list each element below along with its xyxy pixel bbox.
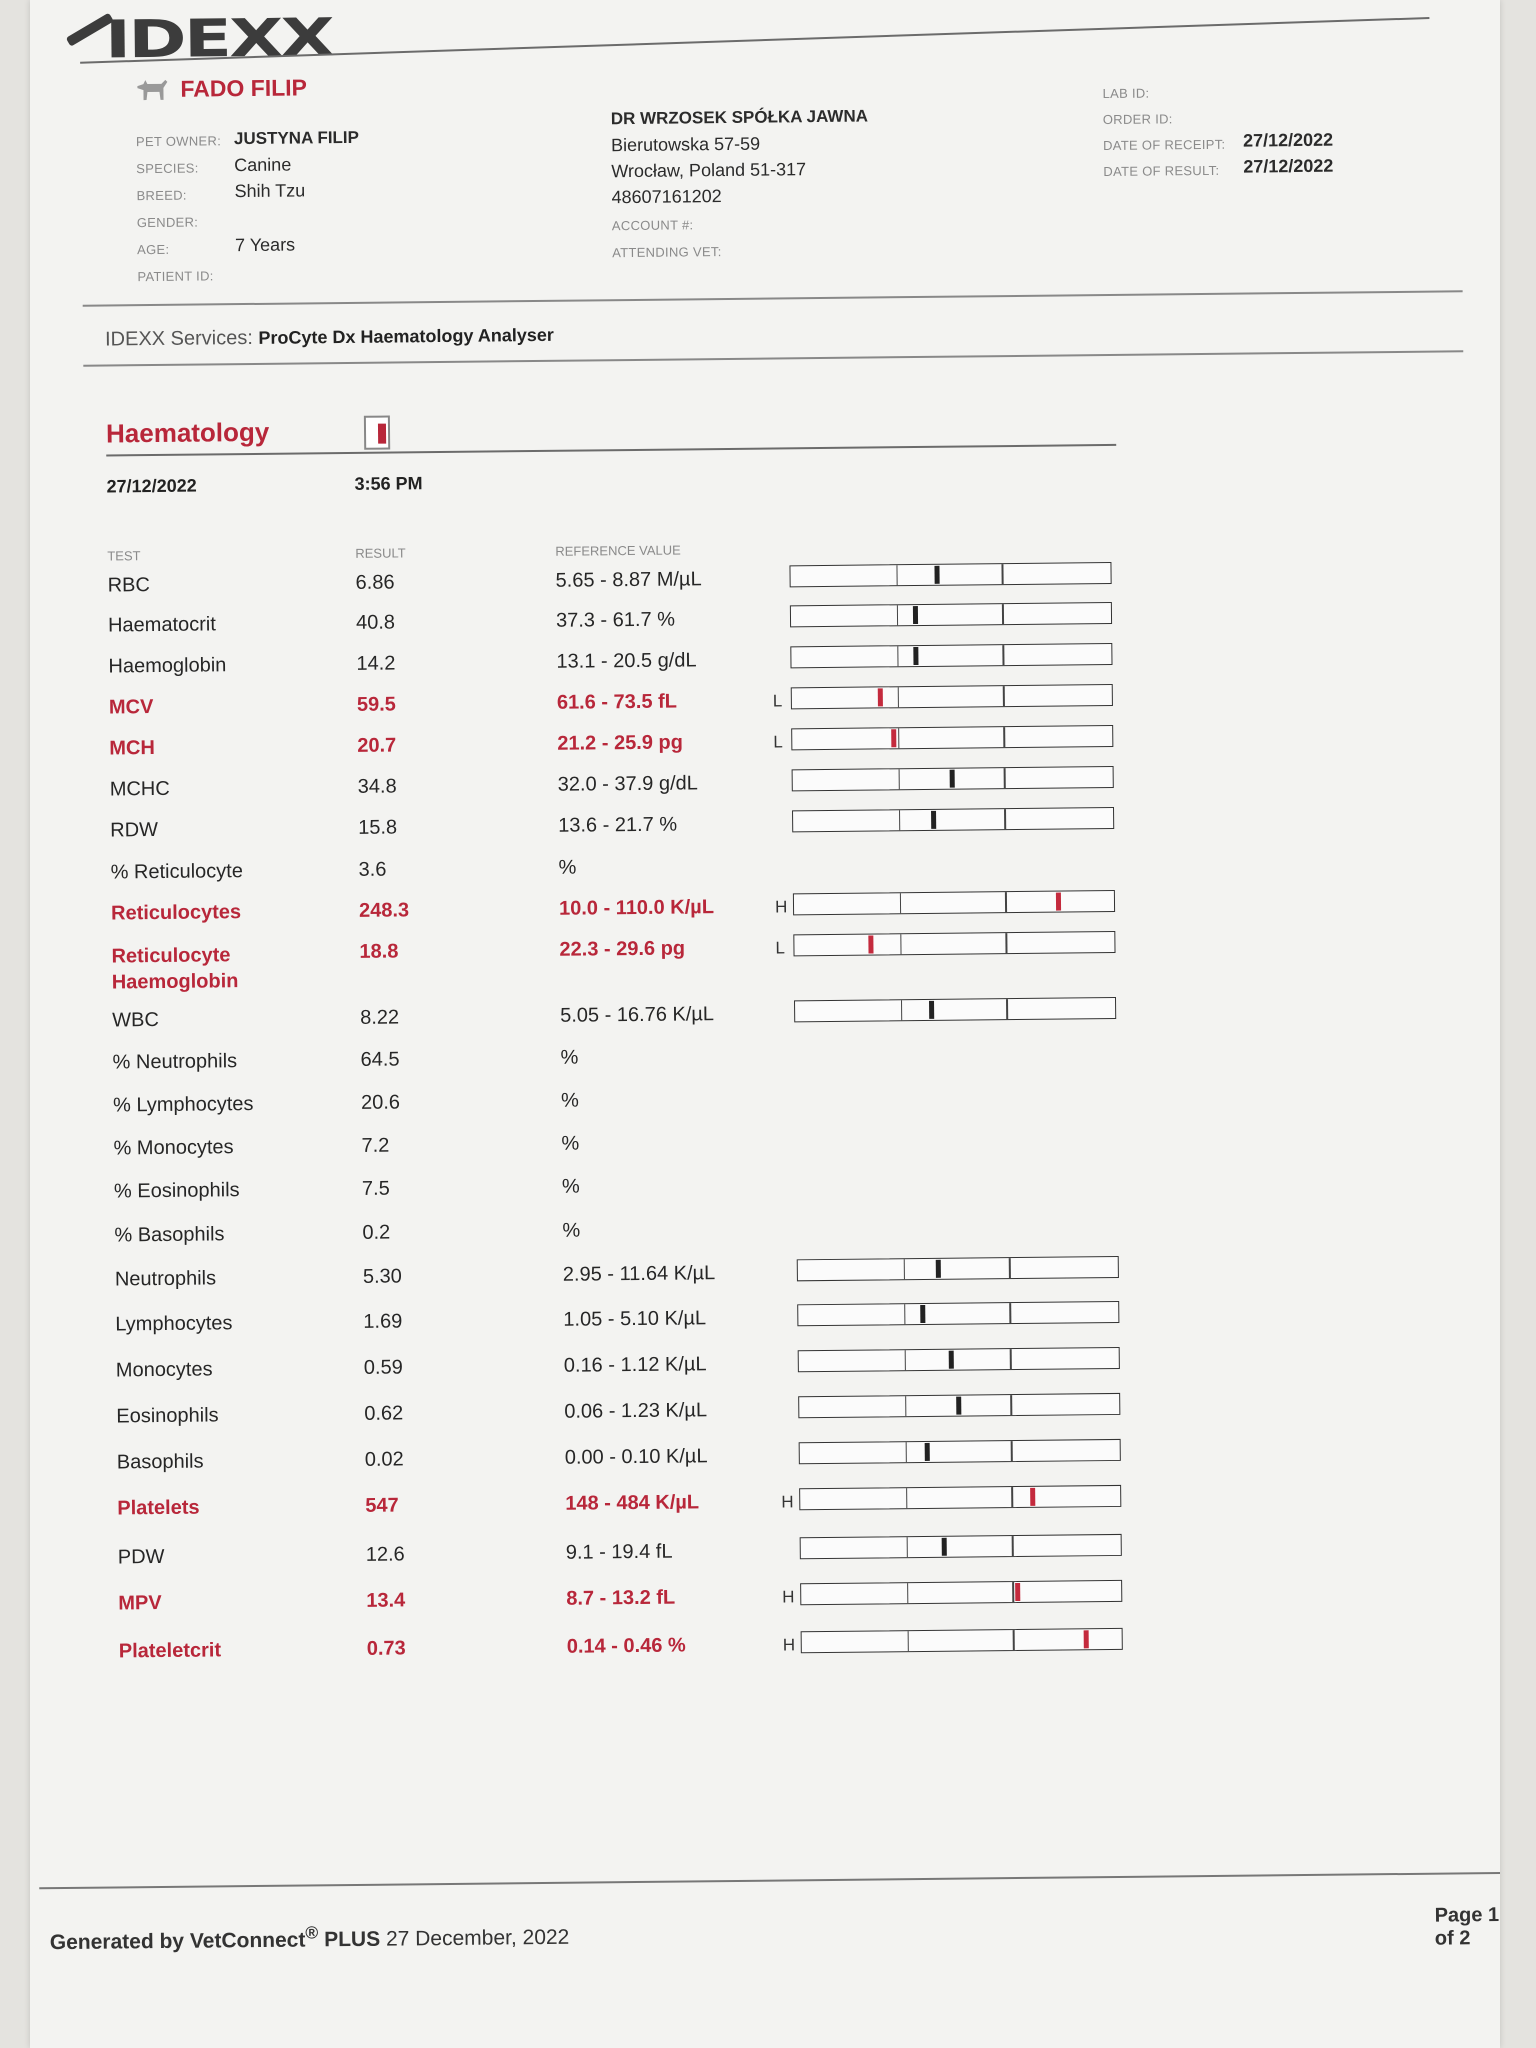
- range-divider-high: [1004, 809, 1006, 829]
- reference-value: %: [561, 1132, 580, 1155]
- reference-value: 32.0 - 37.9 g/dL: [557, 772, 698, 796]
- range-divider-high: [1011, 1487, 1013, 1507]
- abnormal-flag: H: [774, 897, 788, 917]
- range-divider-high: [1004, 768, 1006, 788]
- receipt-date: 27/12/2022: [1242, 129, 1334, 151]
- footer-date: 27 December, 2022: [385, 1925, 570, 1951]
- reference-value: 13.1 - 20.5 g/dL: [556, 649, 697, 673]
- attending-vet-label: ATTENDING VET:: [612, 244, 722, 261]
- test-name: Eosinophils: [116, 1404, 219, 1428]
- test-name: Plateletcrit: [118, 1639, 222, 1663]
- service-rule: [83, 350, 1463, 366]
- reference-value: 10.0 - 110.0 K/µL: [558, 896, 715, 920]
- result-marker: [931, 811, 936, 829]
- service-line: [105, 324, 554, 352]
- range-divider-low: [900, 934, 902, 954]
- report-content: [30, 0, 1500, 2048]
- range-divider-low: [901, 1000, 903, 1020]
- result-marker: [1031, 1488, 1036, 1506]
- test-result: 18.8: [359, 940, 399, 963]
- test-result: 40.8: [355, 611, 396, 634]
- test-result: 34.8: [357, 775, 397, 798]
- reference-range-bar: [800, 1534, 1122, 1559]
- test-name: Platelets: [117, 1496, 200, 1520]
- breed-value: Shih Tzu: [234, 180, 306, 202]
- range-divider-low: [905, 1396, 907, 1416]
- reference-value: 9.1 - 19.4 fL: [565, 1540, 673, 1564]
- test-name: WBC: [112, 1008, 159, 1032]
- test-result: 12.6: [365, 1543, 405, 1566]
- reference-range-bar: [800, 1580, 1122, 1605]
- range-divider-low: [898, 769, 900, 789]
- result-label: DATE OF RESULT:: [1103, 162, 1220, 180]
- test-result: 7.5: [361, 1177, 390, 1200]
- test-result: 8.22: [360, 1006, 400, 1029]
- gender-label: GENDER:: [136, 214, 199, 231]
- range-divider-low: [899, 810, 901, 830]
- reference-range-bar: [790, 643, 1112, 668]
- result-marker: [1016, 1583, 1021, 1601]
- test-result: 547: [365, 1494, 399, 1517]
- test-result: 6.86: [355, 571, 395, 594]
- result-marker: [929, 1001, 934, 1019]
- result-marker: [956, 1397, 961, 1415]
- test-result: 3.6: [358, 858, 387, 881]
- abnormal-flag: L: [773, 732, 783, 752]
- reference-value: 5.05 - 16.76 K/µL: [560, 1003, 715, 1027]
- test-result: 1.69: [363, 1310, 403, 1333]
- reference-range-bar: [799, 1439, 1121, 1464]
- age-value: 7 Years: [234, 234, 296, 256]
- range-divider-high: [1006, 933, 1008, 953]
- test-name: % Neutrophils: [112, 1050, 238, 1074]
- range-divider-high: [1010, 1395, 1012, 1415]
- reference-range-bar: [789, 562, 1111, 587]
- result-marker: [941, 1538, 946, 1556]
- range-divider-low: [906, 1488, 908, 1508]
- reference-value: 0.00 - 0.10 K/µL: [564, 1445, 708, 1469]
- range-divider-low: [907, 1631, 909, 1651]
- reference-range-bar: [798, 1393, 1120, 1418]
- test-result: 7.2: [361, 1134, 390, 1157]
- test-result: 0.73: [366, 1637, 406, 1660]
- test-name: % Eosinophils: [113, 1179, 240, 1203]
- reference-value: 21.2 - 25.9 pg: [557, 731, 684, 755]
- test-result: 20.6: [360, 1091, 401, 1114]
- result-marker: [949, 1351, 954, 1369]
- reference-value: 22.3 - 29.6 pg: [559, 937, 686, 961]
- reference-range-bar: [797, 1301, 1119, 1326]
- col-test: TEST: [107, 548, 141, 564]
- range-divider-high: [1009, 1258, 1011, 1278]
- result-marker: [935, 1260, 940, 1278]
- range-divider-high: [1002, 564, 1004, 584]
- reference-value: 5.65 - 8.87 M/µL: [555, 568, 702, 592]
- test-name: RBC: [107, 574, 150, 597]
- reference-range-bar: [791, 725, 1113, 750]
- result-marker: [924, 1443, 929, 1461]
- range-divider-high: [1002, 604, 1004, 624]
- test-name: Monocytes: [115, 1358, 213, 1382]
- reference-value: 148 - 484 K/µL: [565, 1491, 700, 1515]
- page-number: Page 1 of 2: [1434, 1903, 1500, 1950]
- info-rule: [83, 290, 1463, 306]
- reference-value: 8.7 - 13.2 fL: [566, 1586, 676, 1610]
- pet-name: FADO FILIP: [180, 74, 308, 102]
- lab-id-label: LAB ID:: [1102, 85, 1150, 102]
- reference-range-bar: [798, 1347, 1120, 1372]
- idexx-logo: IDEXX: [104, 8, 333, 71]
- range-divider-low: [903, 1259, 905, 1279]
- test-name: MCHC: [109, 777, 170, 801]
- range-divider-low: [899, 893, 901, 913]
- order-id-label: ORDER ID:: [1102, 111, 1173, 128]
- range-divider-high: [1002, 645, 1004, 665]
- test-name: % Reticulocyte: [110, 860, 244, 884]
- clinic-street: Bierutowska 57-59: [610, 133, 761, 156]
- report-sheet: [30, 0, 1500, 2048]
- test-result: 248.3: [358, 899, 410, 922]
- clinic-name: DR WRZOSEK SPÓŁKA JAWNA: [610, 106, 869, 129]
- range-divider-low: [906, 1537, 908, 1557]
- abnormal-flag: L: [775, 938, 786, 958]
- test-result: 59.5: [356, 693, 396, 716]
- dog-icon: [135, 78, 169, 102]
- range-divider-high: [1009, 1303, 1011, 1323]
- range-divider-low: [898, 728, 900, 748]
- test-name: Haemoglobin: [108, 654, 227, 678]
- breed-label: BREED:: [136, 187, 187, 204]
- section-date: 27/12/2022: [106, 475, 197, 497]
- reference-value: 37.3 - 61.7 %: [555, 608, 676, 632]
- reference-value: %: [561, 1175, 580, 1198]
- range-divider-low: [896, 565, 898, 585]
- result-marker: [1056, 893, 1061, 911]
- test-name: Reticulocytes: [110, 901, 242, 925]
- clinic-city: Wrocław, Poland 51-317: [611, 159, 807, 182]
- test-name: RDW: [110, 818, 159, 842]
- age-label: AGE:: [137, 241, 170, 258]
- col-result: RESULT: [355, 545, 406, 561]
- test-name: MCV: [108, 696, 154, 719]
- species-label: SPECIES:: [136, 160, 199, 177]
- reference-range-bar: [794, 997, 1116, 1022]
- range-divider-high: [1012, 1582, 1014, 1602]
- reference-value: %: [560, 1089, 579, 1112]
- test-name: MCH: [109, 737, 155, 760]
- range-divider-high: [1003, 686, 1005, 706]
- range-divider-high: [1013, 1630, 1015, 1650]
- pet-owner-value: JUSTYNA FILIP: [233, 127, 360, 149]
- reference-value: 61.6 - 73.5 fL: [556, 690, 678, 714]
- range-divider-high: [1012, 1536, 1014, 1556]
- result-date: 27/12/2022: [1243, 155, 1334, 177]
- range-divider-high: [1005, 892, 1007, 912]
- abnormal-flag: H: [781, 1492, 794, 1512]
- reference-value: 1.05 - 5.10 K/µL: [563, 1307, 707, 1331]
- reference-range-bar: [792, 766, 1114, 791]
- test-result: 0.2: [362, 1221, 391, 1244]
- result-marker: [1083, 1630, 1088, 1648]
- test-name: Neutrophils: [114, 1267, 217, 1291]
- test-result: 15.8: [358, 816, 398, 839]
- result-marker: [891, 729, 896, 747]
- reference-value: %: [562, 1219, 581, 1242]
- test-name: % Monocytes: [113, 1136, 234, 1160]
- reference-range-bar: [792, 807, 1114, 832]
- test-name: MPV: [118, 1591, 162, 1615]
- col-reference: REFERENCE VALUE: [555, 542, 681, 559]
- reference-range-bar: [790, 602, 1112, 627]
- result-marker: [912, 606, 917, 624]
- service-name: ProCyte Dx Haematology Analyser: [258, 324, 554, 348]
- range-divider-low: [904, 1350, 906, 1370]
- reference-value: 2.95 - 11.64 K/µL: [562, 1262, 716, 1286]
- result-marker: [949, 770, 954, 788]
- reference-value: 0.16 - 1.12 K/µL: [563, 1353, 707, 1377]
- range-divider-low: [897, 646, 899, 666]
- patient-id-label: PATIENT ID:: [137, 268, 214, 285]
- reference-value: %: [560, 1046, 579, 1069]
- range-divider-high: [1011, 1441, 1013, 1461]
- range-divider-low: [904, 1304, 906, 1324]
- test-result: 0.62: [364, 1402, 404, 1425]
- reference-value: %: [558, 856, 577, 879]
- service-label: IDEXX Services:: [104, 326, 253, 351]
- range-divider-high: [1010, 1349, 1012, 1369]
- test-name: Haematocrit: [107, 613, 216, 637]
- reference-value: 0.06 - 1.23 K/µL: [564, 1399, 708, 1423]
- reference-range-bar: [799, 1485, 1121, 1510]
- reference-range-bar: [793, 890, 1115, 915]
- test-result: 20.7: [357, 734, 397, 757]
- reference-range-bar: [793, 931, 1115, 956]
- test-name: Lymphocytes: [115, 1312, 233, 1336]
- abnormal-flag: H: [782, 1587, 795, 1607]
- footer-reg: ®: [305, 1922, 319, 1943]
- account-label: ACCOUNT #:: [611, 217, 694, 234]
- section-time: 3:56 PM: [354, 473, 423, 494]
- range-divider-low: [905, 1442, 907, 1462]
- result-marker: [878, 688, 883, 706]
- test-result: 14.2: [356, 652, 396, 675]
- pet-owner-label: PET OWNER:: [135, 133, 222, 150]
- reference-value: 0.14 - 0.46 %: [566, 1634, 686, 1658]
- footer-rule: [39, 1872, 1500, 1889]
- reference-range-bar: [797, 1256, 1119, 1281]
- range-divider-low: [907, 1583, 909, 1603]
- test-name: PDW: [117, 1545, 165, 1569]
- result-marker: [934, 566, 939, 584]
- test-name: Basophils: [116, 1450, 204, 1474]
- section-title: Haematology: [105, 416, 270, 449]
- abnormal-flag: H: [782, 1635, 796, 1655]
- abnormal-flag: L: [772, 691, 783, 711]
- test-result: 0.59: [363, 1356, 403, 1379]
- test-name: % Basophils: [114, 1223, 225, 1247]
- clinic-phone: 48607161202: [611, 186, 722, 208]
- footer-plus: PLUS: [324, 1927, 381, 1952]
- reference-range-bar: [791, 684, 1113, 709]
- range-divider-high: [1006, 999, 1008, 1019]
- footer-generated: [50, 1920, 570, 1955]
- test-result: 0.02: [364, 1448, 404, 1471]
- reference-range-bar: [801, 1628, 1123, 1653]
- range-divider-high: [1003, 727, 1005, 747]
- result-marker: [868, 935, 873, 953]
- report-icon: [364, 416, 390, 450]
- test-result: 5.30: [362, 1265, 402, 1288]
- test-result: 13.4: [366, 1589, 406, 1612]
- reference-value: 13.6 - 21.7 %: [558, 813, 678, 837]
- result-marker: [920, 1305, 925, 1323]
- test-name: % Lymphocytes: [112, 1092, 254, 1117]
- footer-generated-by: Generated by VetConnect: [49, 1928, 306, 1955]
- receipt-label: DATE OF RECEIPT:: [1102, 136, 1226, 154]
- test-result: 64.5: [360, 1048, 400, 1071]
- test-name: Reticulocyte Haemoglobin: [111, 944, 239, 994]
- range-divider-low: [896, 605, 898, 625]
- range-divider-low: [897, 687, 899, 707]
- result-marker: [913, 647, 918, 665]
- species-value: Canine: [234, 154, 292, 176]
